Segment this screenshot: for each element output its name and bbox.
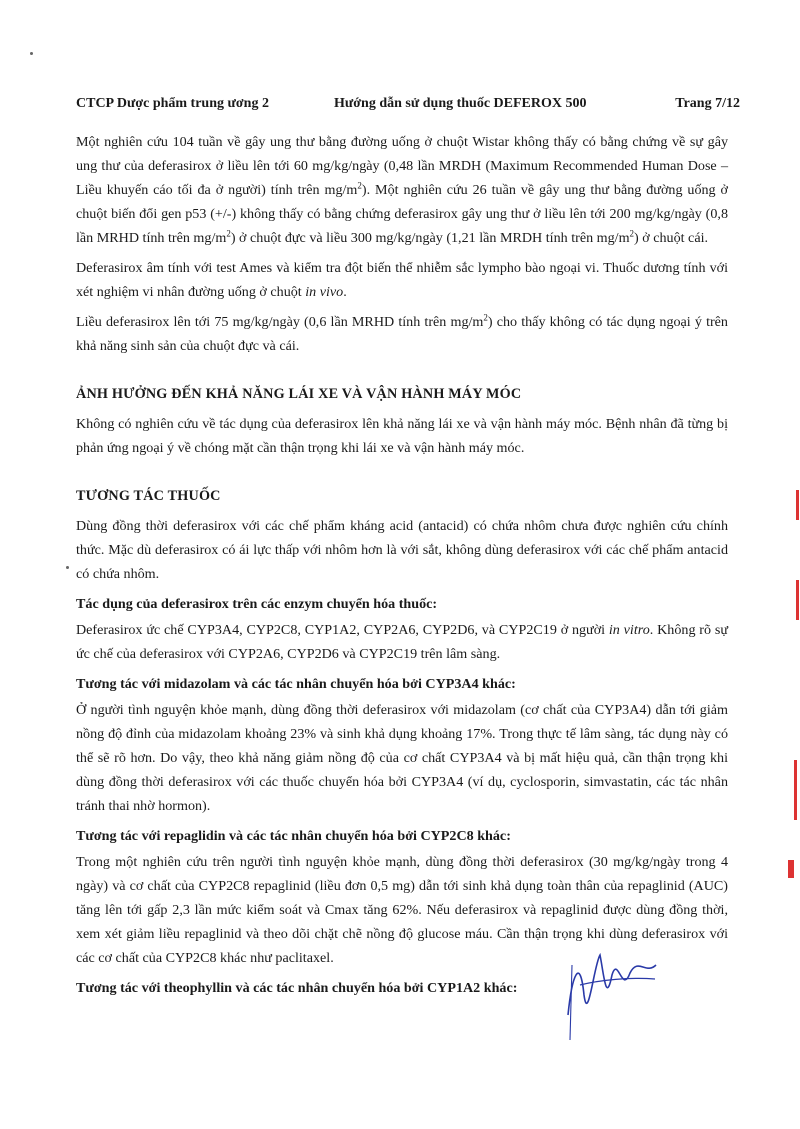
header-title: Hướng dẫn sử dụng thuốc DEFEROX 500 bbox=[334, 96, 587, 111]
edge-mark bbox=[794, 760, 797, 820]
edge-mark bbox=[796, 490, 799, 520]
header-page-number: Trang 7/12 bbox=[675, 96, 740, 111]
theophyllin-subheading: Tương tác với theophyllin và các tác nhân chuyển hóa bởi CYP1A2 khác: bbox=[76, 980, 518, 996]
fertility-paragraph: Liều deferasirox lên tới 75 mg/kg/ngày (0,6 lần MRHD tính trên $mg/m^2$) cho thấy không có tác dụng ngoại ý trên khả năng sinh sản của chuột đực và cái. bbox=[76, 312, 728, 354]
header-company: CTCP Dược phẩm trung ương 2 bbox=[76, 96, 269, 111]
enzymes-subheading: Tác dụng của deferasirox trên các enzym chuyển hóa thuốc: bbox=[76, 596, 438, 612]
page-content bbox=[76, 130, 728, 1002]
mutagenicity-paragraph: Deferasirox âm tính với test Ames và kiểm tra đột biến thể nhiễm sắc lympho bào ngoại vi. Thuốc dương tính với xét nghiệm vi nhân đường uống ở chuột in vivo. bbox=[76, 260, 728, 300]
interactions-section-heading: TƯƠNG TÁC THUỐC bbox=[76, 488, 221, 504]
midazolam-subheading: Tương tác với midazolam và các tác nhân chuyển hóa bởi CYP3A4 khác: bbox=[76, 676, 516, 692]
repaglidin-paragraph: Trong một nghiên cứu trên người tình nguyện khỏe mạnh, dùng đồng thời deferasirox (30 mg/kg/ngày trong 4 ngày) và cơ chất của CYP2C8 repaglinid (liều đơn 0,5 mg) dẫn tới sinh khả dụng toàn thân của repaglinid (AUC) tăng lên tới gấp 2,3 lần mức kiểm soát và Cmax tăng 62%. Nếu deferasirox và repaglinid được dùng đồng thời, xem xét giảm liều repaglinid và theo dõi chặt chẽ nồng độ glucose máu. Cần thận trọng khi dùng deferasirox với các cơ chất của CYP2C8 khác như paclitaxel. bbox=[76, 854, 728, 966]
enzymes-paragraph: Deferasirox ức chế CYP3A4, CYP2C8, CYP1A2, CYP2A6, CYP2D6, và CYP2C19 ở người in vitro. Không rõ sự ức chế của deferasirox với CYP2A6, CYP2D6 và CYP2C19 trên lâm sàng. bbox=[76, 622, 728, 662]
edge-mark bbox=[796, 580, 799, 620]
scan-speck bbox=[30, 52, 33, 55]
driving-section-heading: ẢNH HƯỞNG ĐẾN KHẢ NĂNG LÁI XE VÀ VẬN HÀNH MÁY MÓC bbox=[76, 386, 522, 402]
antacid-paragraph: Dùng đồng thời deferasirox với các chế phẩm kháng acid (antacid) có chứa nhôm chưa được nghiên cứu chính thức. Mặc dù deferasirox có ái lực thấp với nhôm hơn là với sắt, không dùng deferasirox với các chế phẩm antacid có chứa nhôm. bbox=[76, 518, 728, 582]
carcinogenicity-paragraph: Một nghiên cứu 104 tuần về gây ung thư bằng đường uống ở chuột Wistar không thấy có bằng chứng về sự gây ung thư của deferasirox ở liều lên tới 60 mg/kg/ngày (0,48 lần MRDH (Maximum Recommended Human Dose – Liều khuyến cáo tối đa ở người) tính trên $mg/m^2$). Một nghiên cứu 26 tuần về gây ung thư bằng đường uống ở chuột biến đổi gen p53 (+/-) không thấy có bằng chứng deferasirox gây ung thư ở liều lên tới 200 mg/kg/ngày (0,8 lần MRHD tính trên $mg/m^2$) ở chuột đực và liều 300 mg/kg/ngày (1,21 lần MRDH tính trên $mg/m^2$) ở chuột cái. bbox=[76, 134, 728, 246]
edge-mark bbox=[788, 860, 794, 878]
midazolam-paragraph: Ở người tình nguyện khỏe mạnh, dùng đồng thời deferasirox với midazolam (cơ chất của CYP3A4) dẫn tới giảm nồng độ đỉnh của midazolam khoảng 23% và sinh khả dụng khoảng 17%. Trong thực tế lâm sàng, tác dụng này có thể sẽ rõ hơn. Do vậy, theo khả năng giảm nồng độ của cơ chất CYP3A4 và bị mất hiệu quả, cần thận trọng khi dùng đồng thời deferasirox với các thuốc chuyển hóa bởi CYP3A4 (ví dụ, cyclosporin, simvastatin, các tác nhân tránh thai nhờ hormon). bbox=[76, 702, 728, 814]
driving-paragraph: Không có nghiên cứu về tác dụng của deferasirox lên khả năng lái xe và vận hành máy móc. Bệnh nhân đã từng bị phản ứng ngoại ý về chóng mặt cần thận trọng khi lái xe và vận hành máy móc. bbox=[76, 416, 728, 456]
repaglidin-subheading: Tương tác với repaglidin và các tác nhân chuyển hóa bởi CYP2C8 khác: bbox=[76, 828, 511, 844]
scan-speck bbox=[66, 566, 69, 569]
handwritten-signature bbox=[560, 935, 700, 1045]
